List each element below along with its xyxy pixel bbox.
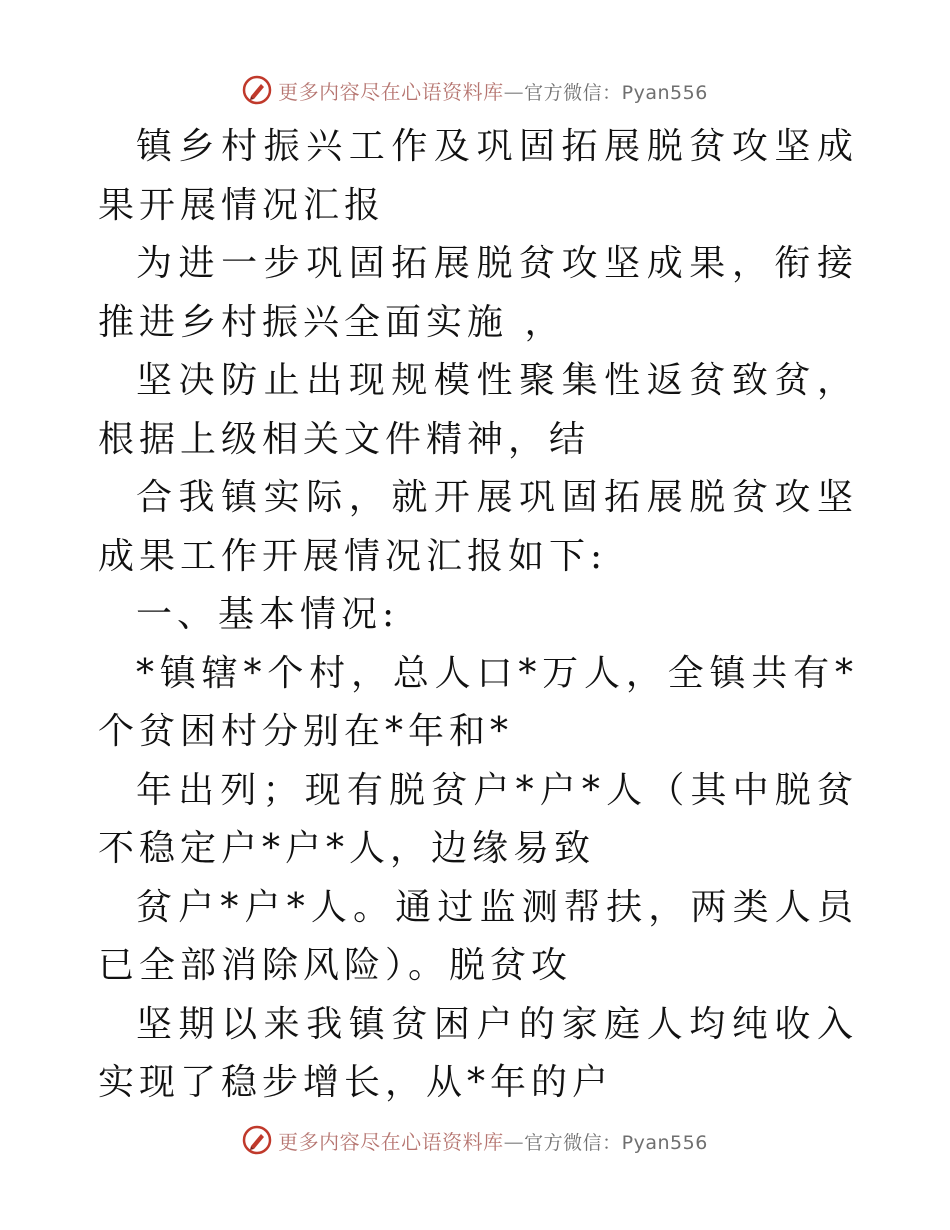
watermark-separator: — <box>503 79 525 104</box>
watermark-footer <box>0 1120 950 1160</box>
paragraph: 坚决防止出现规模性聚集性返贫致贫，根据上级相关文件精神，结 <box>98 360 858 460</box>
paragraph: 为进一步巩固拓展脱贫攻坚成果，衔接推进乡村振兴全面实施 ， <box>98 243 858 343</box>
document-title: 镇乡村振兴工作及巩固拓展脱贫攻坚成果开展情况汇报 <box>98 126 858 226</box>
pen-logo-icon <box>242 1125 272 1155</box>
watermark-separator: — <box>503 1129 525 1154</box>
paragraph: 年出列；现有脱贫户*户*人（其中脱贫不稳定户*户*人，边缘易致 <box>98 769 858 869</box>
paragraph: 合我镇实际，就开展巩固拓展脱贫攻坚成果工作开展情况汇报如下: <box>98 477 858 577</box>
section-heading: 一、基本情况: <box>136 594 400 635</box>
watermark-wechat-text: 官方微信：Pyan556 <box>524 81 708 104</box>
watermark-main-text: 更多内容尽在心语资料库 <box>278 1129 504 1154</box>
document-body <box>98 118 858 1113</box>
watermark-wechat-text: 官方微信：Pyan556 <box>524 1131 708 1154</box>
paragraph: *镇辖*个村，总人口*万人，全镇共有*个贫困村分别在*年和* <box>98 652 858 752</box>
watermark-main-text: 更多内容尽在心语资料库 <box>278 79 504 104</box>
paragraph: 坚期以来我镇贫困户的家庭人均纯收入实现了稳步增长，从*年的户 <box>98 1003 858 1103</box>
paragraph: 贫户*户*人。通过监测帮扶，两类人员已全部消除风险）。脱贫攻 <box>98 886 858 986</box>
pen-logo-icon <box>242 75 272 105</box>
watermark-header <box>0 70 950 110</box>
